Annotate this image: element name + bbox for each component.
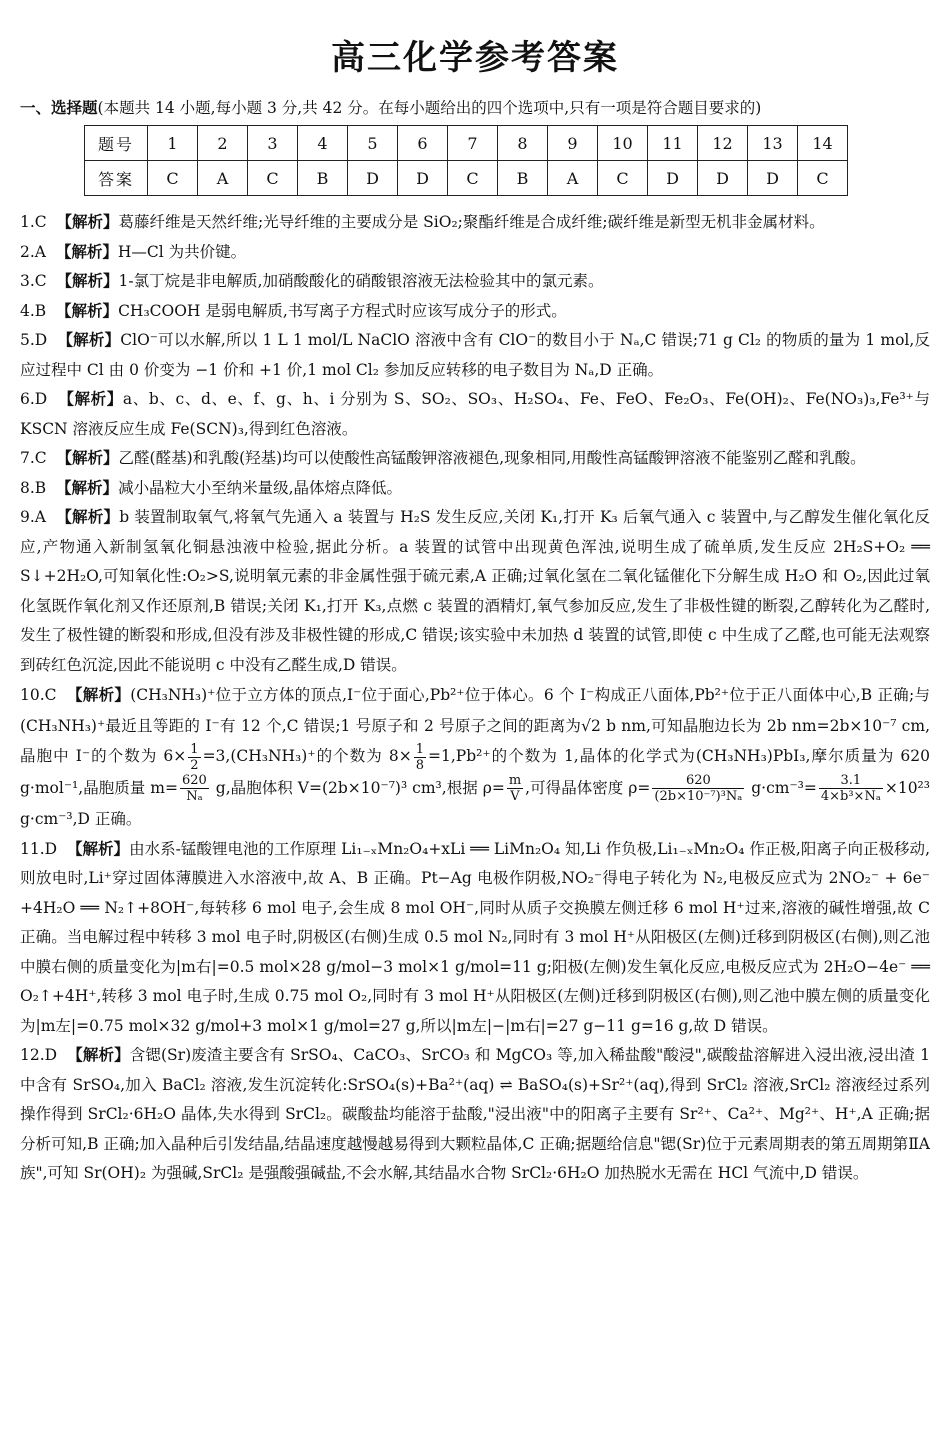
explanation-item	[20, 267, 930, 297]
fraction-numerator: m	[508, 773, 522, 788]
analysis-tag: 【解析】	[56, 508, 120, 526]
explanation-item	[20, 208, 930, 238]
analysis-tag: 【解析】	[56, 478, 119, 497]
explanation-item	[20, 385, 930, 444]
answer-cell: C	[798, 161, 848, 196]
explanation-item	[20, 680, 930, 835]
analysis-tag: 【解析】	[56, 449, 119, 467]
section-heading-desc: (本题共 14 小题,每小题 3 分,共 42 分。在每小题给出的四个选项中,只有一项是符合题目要求的)	[97, 99, 762, 117]
fraction-denominator: Nₐ	[186, 789, 203, 804]
item-text: ×10²³ g·cm⁻³,D 正确。	[20, 778, 930, 828]
question-number: 6	[398, 126, 448, 161]
item-text: ,可得晶体密度 ρ=	[525, 778, 651, 797]
question-number: 10	[598, 126, 648, 161]
item-text: b 装置制取氧气,将氧气先通入 a 装置与 H₂S 发生反应,关闭 K₁,打开 K₃ 后氧气通入 c 装置中,与乙醇发生催化氧化反应,产物通入新制氢氧化铜悬浊液中检验,据此分析。a 装置的试管中出现黄色浑浊,说明生成了硫单质,发生反应 2H₂S+O₂ ══ S↓+2H₂O,可知氧化性:O₂>S,说明氧元素的非金属性强于硫元素,A 正确;过氧化氢在二氧化锰催化下分解生成 H₂O 和 O₂,因此过氧化氢既作氧化剂又作还原剂,B 错误;关闭 K₁,打开 K₃,点燃 c 装置的酒精灯,氧气参加反应,发生了非极性键的断裂,乙醇转化为乙醛时,发生了极性键的断裂和形成,但没有涉及非极性键的形成,C 错误;该实验中未加热 d 装置的试管,即使 c 中生成了乙醛,也可能无法观察到砖红色沉淀,因此不能说明 c 中没有乙醛生成,D 错误。	[20, 508, 930, 674]
question-number: 9	[548, 126, 598, 161]
item-number: 1.C	[20, 213, 47, 231]
answer-row	[85, 161, 848, 196]
analysis-tag: 【解析】	[66, 686, 131, 704]
question-number: 4	[298, 126, 348, 161]
item-text: 含锶(Sr)废渣主要含有 SrSO₄、CaCO₃、SrCO₃ 和 MgCO₃ 等,加入稀盐酸"酸浸",碳酸盐溶解进入浸出液,浸出渣 1 中含有 SrSO₄,加入 BaCl₂ 溶液,发生沉淀转化:SrSO₄(s)+Ba²⁺(aq) ⇌ BaSO₄(s)+Sr²⁺(aq),得到 SrCl₂ 溶液,SrCl₂ 溶液经过系列操作得到 SrCl₂·6H₂O 晶体,失水得到 SrCl₂。碳酸盐均能溶于盐酸,"浸出液"中的阳离子主要有 Sr²⁺、Ca²⁺、Mg²⁺、H⁺,A 正确;据分析可知,B 正确;加入晶种后引发结晶,结晶速度越慢越易得到大颗粒晶体,C 正确;据题给信息"锶(Sr)位于元素周期表的第五周期第ⅡA 族",可知 Sr(OH)₂ 为强碱,SrCl₂ 是强酸强碱盐,不会水解,其结晶水合物 SrCl₂·6H₂O 加热脱水无需在 HCl 气流中,D 错误。	[20, 1046, 930, 1182]
analysis-tag: 【解析】	[67, 1046, 130, 1064]
analysis-tag: 【解析】	[55, 242, 118, 261]
item-number: 4.B	[20, 301, 47, 320]
fraction-numerator: 620	[652, 773, 744, 789]
question-number: 8	[498, 126, 548, 161]
fraction-denominator: 2	[190, 757, 199, 773]
question-number: 7	[448, 126, 498, 161]
explanation-item	[20, 1041, 930, 1189]
fraction-numerator: 1	[415, 741, 425, 757]
analysis-tag: 【解析】	[58, 390, 123, 408]
item-number: 11.D	[20, 839, 58, 858]
question-number: 12	[698, 126, 748, 161]
item-text: =1,Pb²⁺的个数为 1,晶体的化学式为(CH₃NH₃)PbI₃,摩尔质量为 620 g·mol⁻¹,晶胞质量 m=	[20, 747, 930, 797]
item-number: 10.C	[20, 686, 57, 704]
item-text: =3,(CH₃NH₃)⁺的个数为 8×	[202, 747, 412, 765]
fraction	[188, 742, 200, 773]
analysis-tag: 【解析】	[56, 213, 119, 231]
analysis-tag: 【解析】	[56, 272, 119, 290]
fraction-denominator: (2b×10⁻⁷)³Nₐ	[654, 789, 743, 804]
item-number: 9.A	[20, 508, 46, 526]
fraction	[819, 773, 883, 804]
answer-cell: B	[498, 161, 548, 196]
fraction-denominator: 4×b³×Nₐ	[820, 789, 881, 804]
answer-cell: C	[448, 161, 498, 196]
fraction	[180, 773, 209, 804]
item-number: 3.C	[20, 272, 47, 290]
explanation-item	[20, 238, 930, 268]
row-label-number: 题号	[85, 126, 148, 161]
item-text: g,晶胞体积 V=(2b×10⁻⁷)³ cm³,根据 ρ=	[210, 778, 505, 797]
question-number: 1	[148, 126, 198, 161]
fraction-numerator: 620	[182, 773, 207, 788]
item-number: 2.A	[20, 242, 46, 261]
page-title: 高三化学参考答案	[331, 38, 619, 78]
question-number: 2	[198, 126, 248, 161]
fraction-denominator: V	[510, 789, 520, 804]
fraction	[414, 742, 426, 773]
item-text: CH₃COOH 是弱电解质,书写离子方程式时应该写成分子的形式。	[118, 301, 567, 320]
question-number: 13	[748, 126, 798, 161]
question-number: 5	[348, 126, 398, 161]
explanation-item	[20, 835, 930, 1042]
answer-cell: C	[248, 161, 298, 196]
fraction-numerator: 1	[190, 741, 199, 757]
answer-cell: D	[398, 161, 448, 196]
item-text: ClO⁻可以水解,所以 1 L 1 mol/L NaClO 溶液中含有 ClO⁻的数目小于 Nₐ,C 错误;71 g Cl₂ 的物质的量为 1 mol,反应过程中 Cl 由 0 价变为 −1 价和 +1 价,1 mol Cl₂ 参加反应转移的电子数目为 Nₐ,D 正确。	[20, 331, 930, 379]
answer-cell: D	[348, 161, 398, 196]
analysis-tag: 【解析】	[57, 331, 121, 349]
question-number: 3	[248, 126, 298, 161]
question-number-row	[85, 126, 848, 161]
explanation-item	[20, 444, 930, 474]
item-number: 8.B	[20, 478, 47, 497]
item-number: 7.C	[20, 449, 47, 467]
fraction-denominator: 8	[415, 757, 425, 773]
analysis-tag: 【解析】	[66, 839, 130, 858]
item-text: a、b、c、d、e、f、g、h、i 分别为 S、SO₂、SO₃、H₂SO₄、Fe、FeO、Fe₂O₃、Fe(OH)₂、Fe(NO₃)₃,Fe³⁺与 KSCN 溶液反应生成 Fe(SCN)₃,得到红色溶液。	[20, 390, 930, 438]
analysis-tag: 【解析】	[56, 301, 119, 320]
fraction	[507, 773, 523, 804]
answer-cell: C	[598, 161, 648, 196]
fraction-numerator: 3.1	[819, 773, 883, 789]
section-heading-label: 一、选择题	[20, 99, 98, 117]
item-text: 减小晶粒大小至纳米量级,晶体熔点降低。	[118, 478, 402, 497]
explanation-item	[20, 474, 930, 504]
answer-table	[84, 125, 848, 196]
item-number: 12.D	[20, 1046, 58, 1064]
answer-cell: A	[198, 161, 248, 196]
item-text: 1-氯丁烷是非电解质,加硝酸酸化的硝酸银溶液无法检验其中的氯元素。	[118, 272, 604, 290]
explanation-item	[20, 297, 930, 327]
item-text: 由水系-锰酸锂电池的工作原理 Li₁₋ₓMn₂O₄+xLi ══ LiMn₂O₄ 知,Li 作负极,Li₁₋ₓMn₂O₄ 作正极,阳离子向正极移动,则放电时,Li⁺穿过固体薄膜进入水溶液中,故 A、B 正确。Pt−Ag 电极作阴极,NO₂⁻得电子转化为 N₂,电极反应式为 2NO₂⁻ + 6e⁻ +4H₂O ══ N₂↑+8OH⁻,每转移 6 mol 电子,会生成 8 mol OH⁻,同时从质子交换膜左侧迁移 6 mol H⁺过来,溶液的碱性增强,故 C 正确。当电解过程中转移 3 mol 电子时,阴极区(右侧)生成 0.5 mol N₂,同时有 3 mol H⁺从阳极区(左侧)迁移到阴极区(右侧),则乙池中膜右侧的质量变化为|m右|=0.5 mol×28 g/mol−3 mol×1 g/mol=11 g;阳极(左侧)发生氧化反应,电极反应式为 2H₂O−4e⁻ ══ O₂↑+4H⁺,转移 3 mol 电子时,生成 0.75 mol O₂,同时有 3 mol H⁺从阳极区(左侧)迁移到阴极区(右侧),则乙池中膜左侧的质量变化为|m左|=0.75 mol×32 g/mol+3 mol×1 g/mol=27 g,所以|m左|−|m右|=27 g−11 g=16 g,故 D 错误。	[20, 839, 930, 1035]
question-number: 11	[648, 126, 698, 161]
fraction	[652, 773, 744, 804]
item-text: (CH₃NH₃)⁺位于立方体的顶点,I⁻位于面心,Pb²⁺位于体心。6 个 I⁻构成正八面体,Pb²⁺位于正八面体中心,B 正确;与(CH₃NH₃)⁺最近且等距的 I⁻有 12 个,C 错误;1 号原子和 2 号原子之间的距离为√2 b nm,可知晶胞边长为 2b nm=2b×10⁻⁷ cm,晶胞中 I⁻的个数为 6×	[20, 686, 930, 765]
item-number: 6.D	[20, 390, 48, 408]
item-text: 葛藤纤维是天然纤维;光导纤维的主要成分是 SiO₂;聚酯纤维是合成纤维;碳纤维是新型无机非金属材料。	[118, 213, 825, 231]
answer-cell: B	[298, 161, 348, 196]
answer-cell: C	[148, 161, 198, 196]
question-number: 14	[798, 126, 848, 161]
item-text: H—Cl 为共价键。	[117, 242, 247, 261]
item-number: 5.D	[20, 331, 48, 349]
explanation-item	[20, 326, 930, 385]
item-text: 乙醛(醛基)和乳酸(羟基)均可以使酸性高锰酸钾溶液褪色,现象相同,用酸性高锰酸钾溶液不能鉴别乙醛和乳酸。	[118, 449, 866, 467]
item-text: g·cm⁻³=	[746, 778, 817, 797]
section-heading	[20, 97, 930, 119]
answer-cell: A	[548, 161, 598, 196]
answer-cell: D	[648, 161, 698, 196]
explanation-item	[20, 503, 930, 680]
answer-cell: D	[748, 161, 798, 196]
row-label-answer: 答案	[85, 161, 148, 196]
answer-cell: D	[698, 161, 748, 196]
